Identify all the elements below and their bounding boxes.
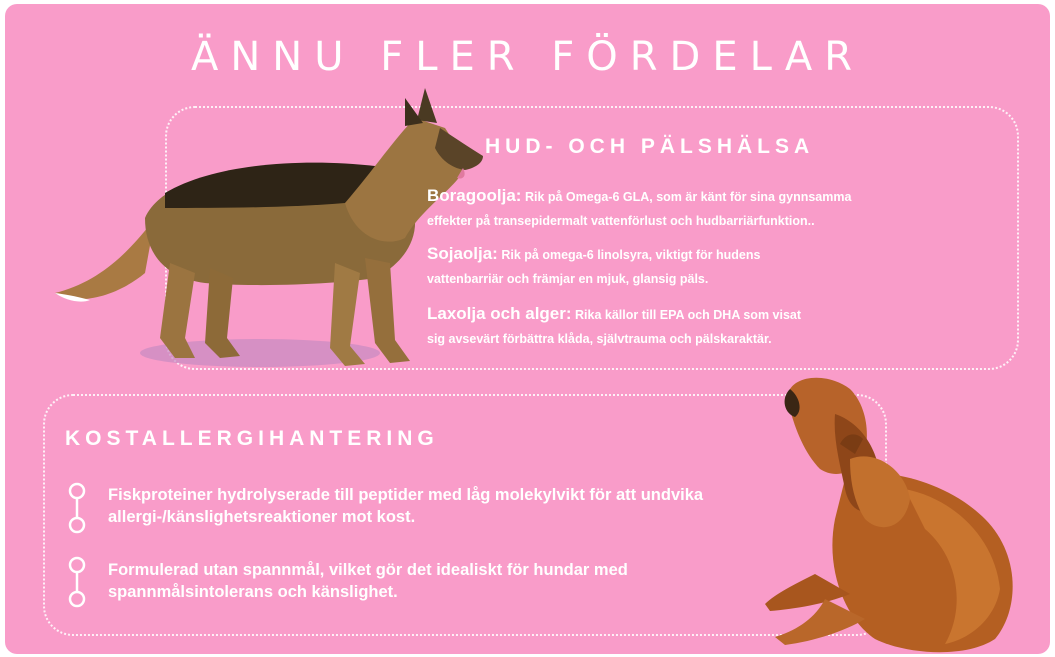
bullet-icon	[67, 556, 97, 608]
allergy-bullet-2-line-1: Formulerad utan spannmål, vilket gör det idealiskt för hundar med	[108, 561, 628, 579]
skin-item-soy	[427, 242, 760, 291]
allergy-bullet-1	[108, 484, 808, 528]
scratching-spaniel-image	[755, 369, 1045, 654]
allergy-bullet-2	[108, 559, 808, 603]
benefits-card	[5, 4, 1050, 654]
soy-lead: Sojaolja:	[427, 244, 498, 263]
skin-item-borage	[427, 184, 851, 233]
allergy-bullet-1-line-1: Fiskproteiner hydrolyserade till peptider med låg molekylvikt för att undvika	[108, 486, 704, 504]
soy-text-1: Rik på omega-6 linolsyra, viktigt för hudens	[501, 248, 761, 262]
salmon-lead: Laxolja och alger:	[427, 304, 572, 323]
skin-coat-heading: HUD- OCH PÄLSHÄLSA	[485, 135, 815, 158]
borage-lead: Boragoolja:	[427, 186, 522, 205]
german-shepherd-image	[45, 68, 485, 378]
page-title: ÄNNU FLER FÖRDELAR	[191, 34, 864, 80]
borage-text-2: effekter på transepidermalt vattenförlust och hudbarriärfunktion..	[427, 214, 815, 228]
allergy-bullet-1-line-2: allergi-/känslighetsreaktioner mot kost.	[108, 508, 416, 526]
salmon-text-2: sig avsevärt förbättra klåda, självtrauma och pälskaraktär.	[427, 332, 772, 346]
skin-item-salmon	[427, 302, 801, 351]
allergy-heading: KOSTALLERGIHANTERING	[65, 427, 439, 450]
allergy-bullet-2-line-2: spannmålsintolerans och känslighet.	[108, 583, 398, 601]
salmon-text-1: Rika källor till EPA och DHA som visat	[575, 308, 802, 322]
bullet-icon	[67, 482, 97, 534]
borage-text-1: Rik på Omega-6 GLA, som är känt för sina gynnsamma	[524, 190, 852, 204]
soy-text-2: vattenbarriär och främjar en mjuk, glansig päls.	[427, 272, 709, 286]
